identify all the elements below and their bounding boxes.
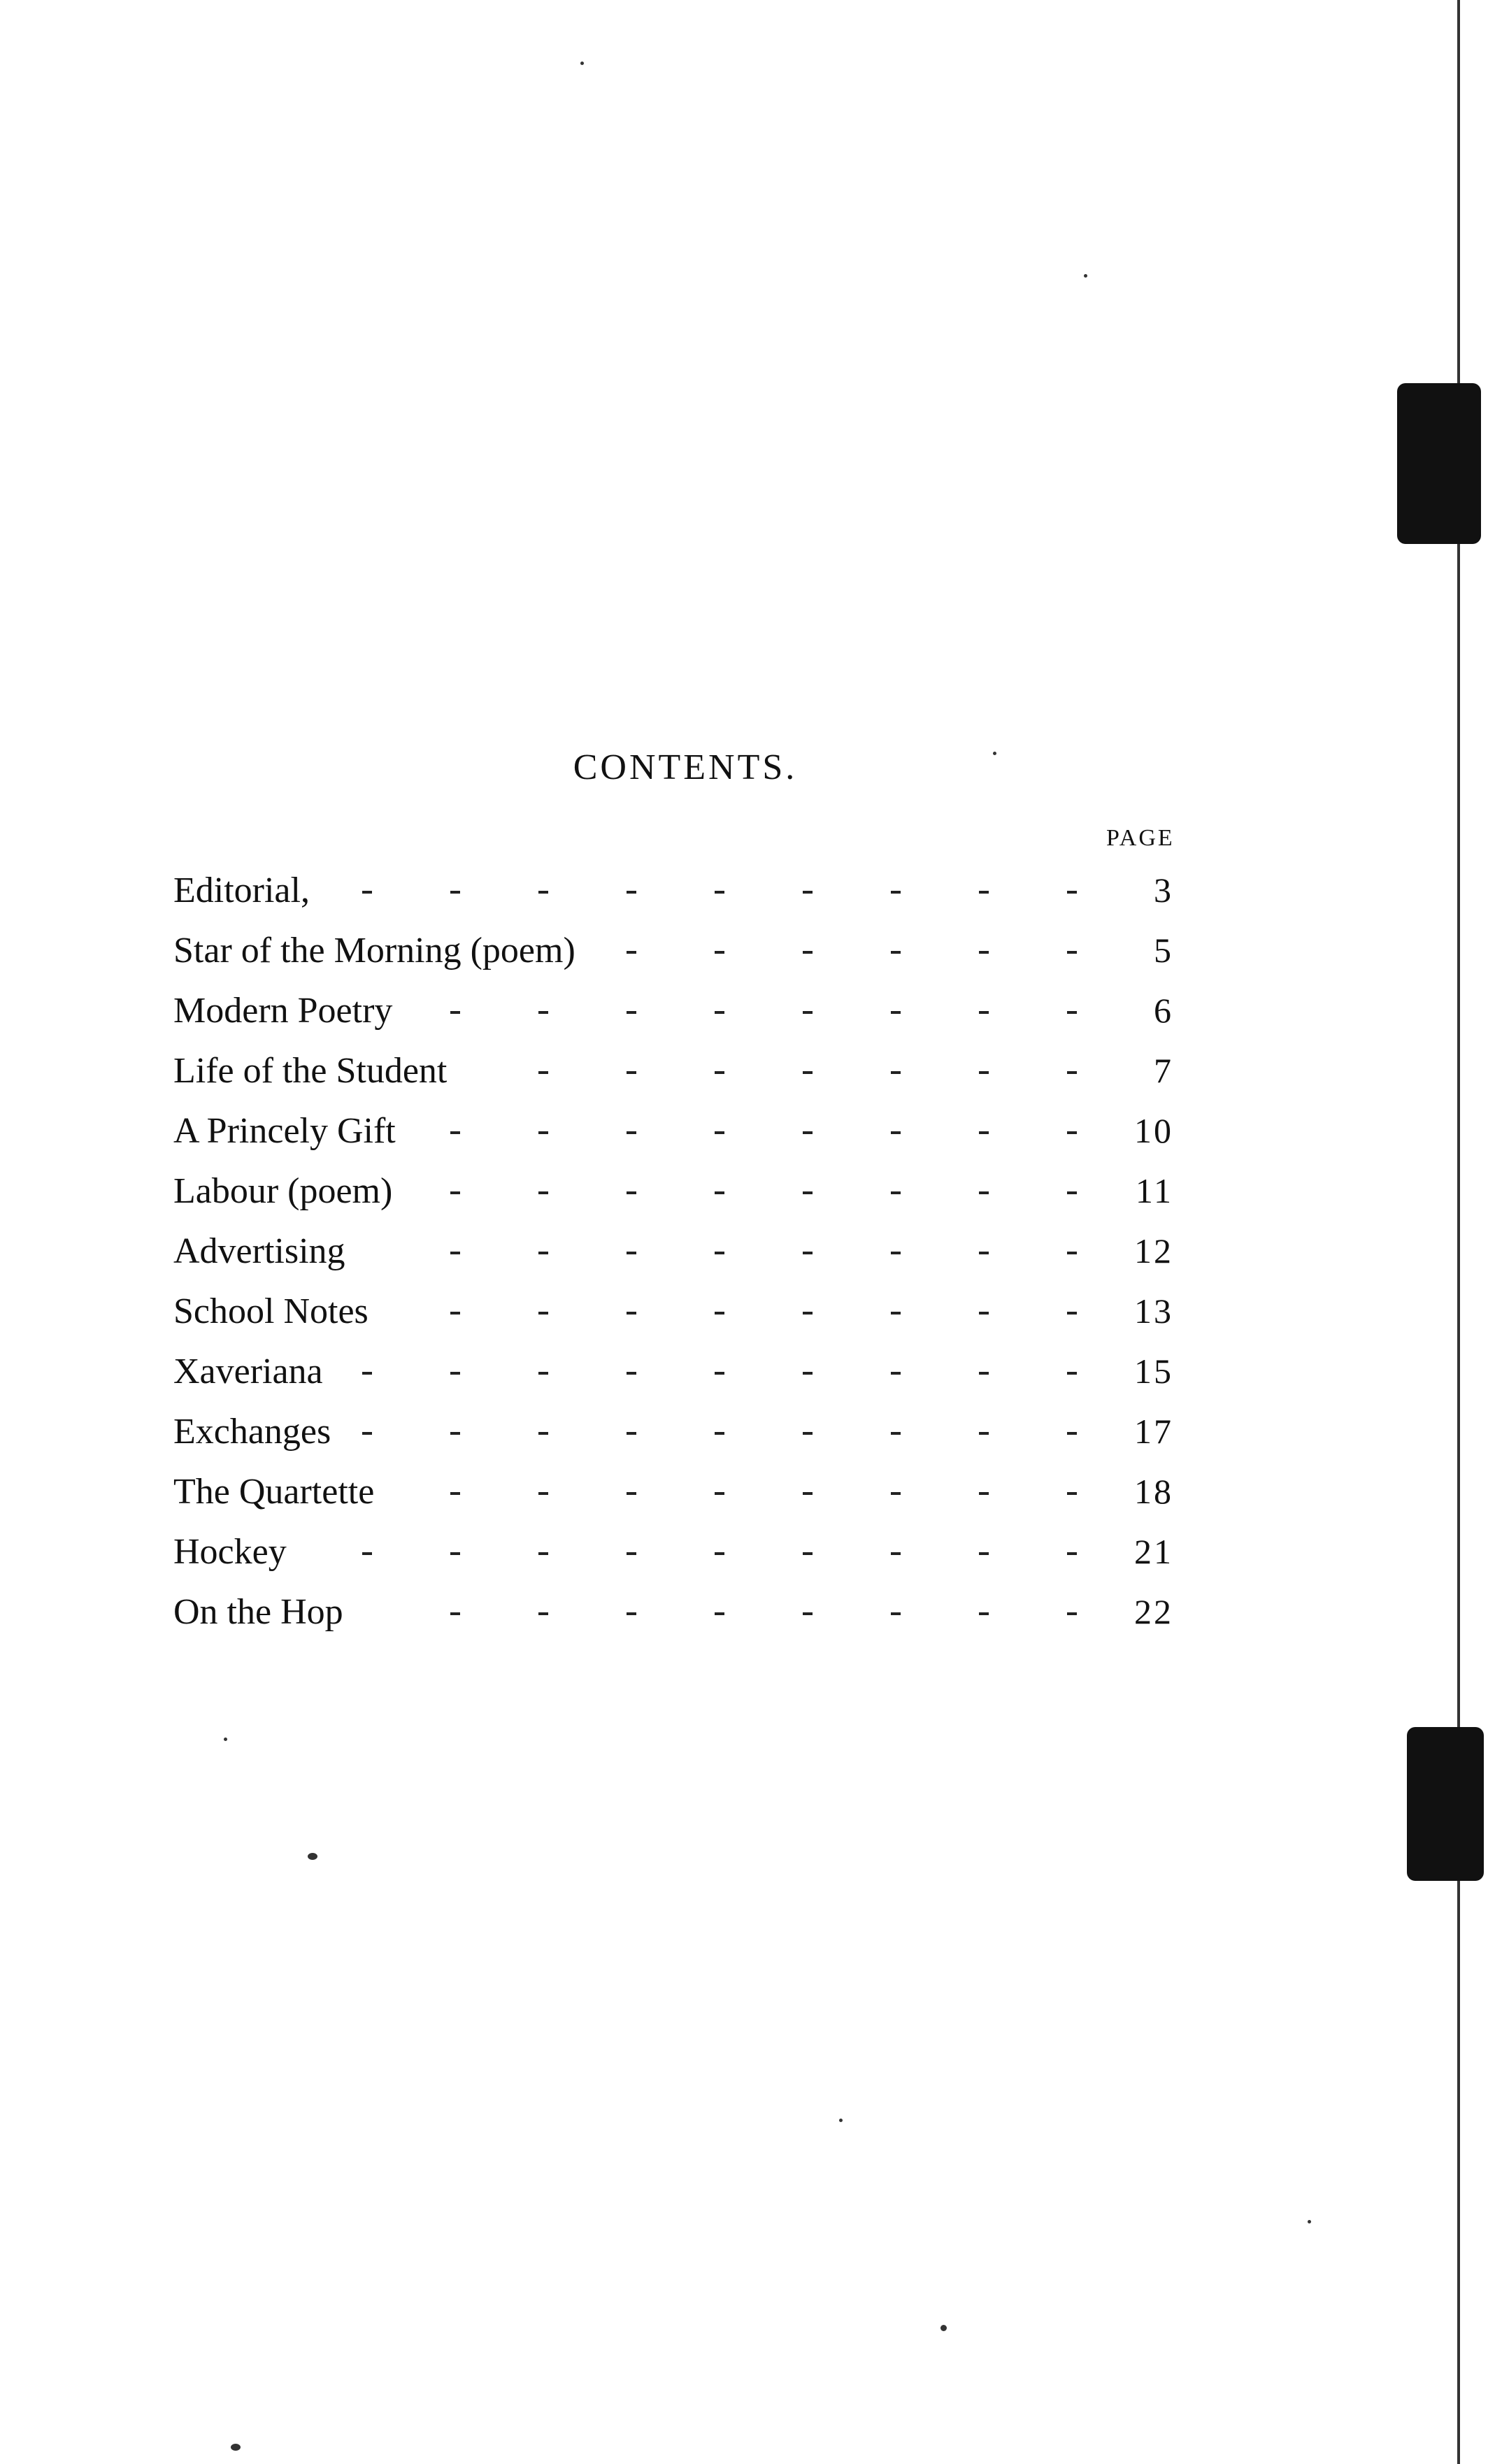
toc-entry-page: 11 xyxy=(1135,1171,1173,1210)
table-of-contents xyxy=(173,860,1180,1642)
leader-dash xyxy=(979,1131,989,1134)
leader-dash xyxy=(979,1191,989,1194)
leader-dash xyxy=(803,1071,813,1074)
leader-dash xyxy=(715,1612,724,1615)
leader-dash xyxy=(362,891,372,894)
binding-damage-mark xyxy=(1407,1727,1484,1881)
leader-dash xyxy=(891,1252,901,1254)
leader-dash xyxy=(450,1612,460,1615)
leader-dash xyxy=(1067,891,1077,894)
leader-dash xyxy=(715,1011,724,1014)
leader-dash xyxy=(979,1312,989,1315)
toc-entry xyxy=(173,1341,1180,1401)
leader-dash xyxy=(538,1071,548,1074)
toc-entry-title: A Princely Gift xyxy=(173,1110,401,1152)
leader-dash xyxy=(715,1432,724,1435)
leader-dash xyxy=(979,1552,989,1555)
leader-dash xyxy=(538,1191,548,1194)
leader-dash xyxy=(538,1552,548,1555)
leader-dash xyxy=(891,1552,901,1555)
leader-dash xyxy=(627,1612,636,1615)
toc-entry-title: Exchanges xyxy=(173,1411,336,1452)
leader-dash xyxy=(1067,1071,1077,1074)
toc-entry-title: Modern Poetry xyxy=(173,990,398,1031)
leader-dash xyxy=(803,1312,813,1315)
leader-dash xyxy=(979,951,989,954)
toc-entry-title: Advertising xyxy=(173,1231,351,1272)
leader-dash xyxy=(891,1372,901,1375)
leader-dash xyxy=(362,1432,372,1435)
leader-dash xyxy=(979,891,989,894)
leader-dash xyxy=(1067,1252,1077,1254)
toc-entry-title: Xaveriana xyxy=(173,1351,329,1392)
toc-entry-page: 15 xyxy=(1134,1352,1173,1391)
scan-speck xyxy=(224,1738,227,1741)
leader-dash xyxy=(450,1312,460,1315)
leader-dash xyxy=(627,891,636,894)
scan-speck xyxy=(839,2119,843,2122)
leader-dash xyxy=(1067,1612,1077,1615)
scan-speck xyxy=(1308,2220,1311,2223)
toc-entry-page: 7 xyxy=(1154,1051,1173,1090)
leader-dash xyxy=(715,951,724,954)
leader-dash xyxy=(891,1071,901,1074)
toc-entry-page: 10 xyxy=(1134,1111,1173,1150)
scan-speck xyxy=(940,2325,947,2331)
leader-dash xyxy=(450,891,460,894)
scan-speck xyxy=(993,752,996,755)
dot-leader xyxy=(173,1521,1082,1582)
leader-dash xyxy=(627,1372,636,1375)
leader-dash xyxy=(803,1432,813,1435)
leader-dash xyxy=(803,1492,813,1495)
leader-dash xyxy=(538,1612,548,1615)
toc-entry-page: 21 xyxy=(1134,1532,1173,1571)
leader-dash xyxy=(979,1071,989,1074)
leader-dash xyxy=(627,1432,636,1435)
leader-dash xyxy=(627,1191,636,1194)
leader-dash xyxy=(627,1252,636,1254)
toc-entry-page: 18 xyxy=(1134,1472,1173,1511)
leader-dash xyxy=(1067,1432,1077,1435)
leader-dash xyxy=(627,1492,636,1495)
leader-dash xyxy=(803,1131,813,1134)
leader-dash xyxy=(891,1131,901,1134)
leader-dash xyxy=(627,1312,636,1315)
leader-dash xyxy=(891,1612,901,1615)
toc-entry-title: The Quartette xyxy=(173,1471,380,1512)
leader-dash xyxy=(979,1252,989,1254)
leader-dash xyxy=(450,1372,460,1375)
toc-entry xyxy=(173,980,1180,1040)
leader-dash xyxy=(1067,1372,1077,1375)
leader-dash xyxy=(803,1191,813,1194)
leader-dash xyxy=(891,1312,901,1315)
leader-dash xyxy=(538,1131,548,1134)
leader-dash xyxy=(715,1191,724,1194)
leader-dash xyxy=(891,1432,901,1435)
contents-title: CONTENTS. xyxy=(573,747,798,787)
toc-entry-title: Star of the Morning (poem) xyxy=(173,930,581,971)
toc-entry-title: School Notes xyxy=(173,1291,374,1332)
page-column-header: PAGE xyxy=(1106,825,1175,851)
leader-dash xyxy=(803,1011,813,1014)
toc-entry-title: Hockey xyxy=(173,1531,292,1573)
toc-entry xyxy=(173,1221,1180,1281)
scan-speck xyxy=(1084,274,1087,278)
leader-dash xyxy=(538,891,548,894)
leader-dash xyxy=(891,1191,901,1194)
leader-dash xyxy=(1067,951,1077,954)
leader-dash xyxy=(803,1552,813,1555)
leader-dash xyxy=(538,1252,548,1254)
toc-entry-page: 17 xyxy=(1134,1412,1173,1451)
scan-speck xyxy=(580,62,584,65)
leader-dash xyxy=(715,891,724,894)
leader-dash xyxy=(979,1432,989,1435)
toc-entry xyxy=(173,1461,1180,1521)
leader-dash xyxy=(979,1492,989,1495)
leader-dash xyxy=(891,1011,901,1014)
leader-dash xyxy=(538,1372,548,1375)
leader-dash xyxy=(803,951,813,954)
leader-dash xyxy=(1067,1191,1077,1194)
leader-dash xyxy=(891,891,901,894)
toc-entry xyxy=(173,920,1180,980)
page-binding-edge xyxy=(1457,0,1488,2464)
leader-dash xyxy=(715,1372,724,1375)
leader-dash xyxy=(627,951,636,954)
leader-dash xyxy=(362,1372,372,1375)
leader-dash xyxy=(979,1612,989,1615)
leader-dash xyxy=(1067,1312,1077,1315)
leader-dash xyxy=(1067,1011,1077,1014)
toc-entry-page: 5 xyxy=(1154,931,1173,970)
toc-entry-title: Life of the Student xyxy=(173,1050,452,1091)
binding-damage-mark xyxy=(1397,383,1481,544)
leader-dash xyxy=(803,891,813,894)
leader-dash xyxy=(627,1552,636,1555)
toc-entry-page: 12 xyxy=(1134,1231,1173,1270)
leader-dash xyxy=(627,1071,636,1074)
leader-dash xyxy=(891,1492,901,1495)
toc-entry xyxy=(173,1401,1180,1461)
leader-dash xyxy=(715,1071,724,1074)
toc-entry-page: 22 xyxy=(1134,1592,1173,1631)
leader-dash xyxy=(538,1492,548,1495)
leader-dash xyxy=(450,1131,460,1134)
scan-speck xyxy=(308,1853,317,1860)
toc-entry-title: On the Hop xyxy=(173,1591,349,1633)
leader-dash xyxy=(803,1252,813,1254)
leader-dash xyxy=(450,1432,460,1435)
toc-entry xyxy=(173,1582,1180,1642)
toc-entry xyxy=(173,1161,1180,1221)
toc-entry-page: 6 xyxy=(1154,991,1173,1030)
leader-dash xyxy=(891,951,901,954)
leader-dash xyxy=(979,1372,989,1375)
leader-dash xyxy=(450,1492,460,1495)
leader-dash xyxy=(715,1552,724,1555)
leader-dash xyxy=(627,1131,636,1134)
leader-dash xyxy=(715,1492,724,1495)
scan-speck xyxy=(231,2444,241,2451)
toc-entry xyxy=(173,1521,1180,1582)
leader-dash xyxy=(979,1011,989,1014)
toc-entry-title: Editorial, xyxy=(173,870,315,911)
leader-dash xyxy=(538,1312,548,1315)
leader-dash xyxy=(450,1552,460,1555)
leader-dash xyxy=(1067,1131,1077,1134)
toc-entry xyxy=(173,1040,1180,1101)
leader-dash xyxy=(1067,1492,1077,1495)
leader-dash xyxy=(1067,1552,1077,1555)
leader-dash xyxy=(715,1312,724,1315)
leader-dash xyxy=(538,1432,548,1435)
leader-dash xyxy=(450,1011,460,1014)
leader-dash xyxy=(538,1011,548,1014)
leader-dash xyxy=(803,1372,813,1375)
toc-entry-page: 13 xyxy=(1134,1291,1173,1331)
toc-entry xyxy=(173,1101,1180,1161)
leader-dash xyxy=(715,1131,724,1134)
leader-dash xyxy=(627,1011,636,1014)
leader-dash xyxy=(450,1191,460,1194)
toc-entry-title: Labour (poem) xyxy=(173,1170,398,1212)
toc-entry xyxy=(173,860,1180,920)
leader-dash xyxy=(450,1252,460,1254)
leader-dash xyxy=(362,1552,372,1555)
toc-entry-page: 3 xyxy=(1154,871,1173,910)
leader-dash xyxy=(803,1612,813,1615)
leader-dash xyxy=(715,1252,724,1254)
toc-entry xyxy=(173,1281,1180,1341)
